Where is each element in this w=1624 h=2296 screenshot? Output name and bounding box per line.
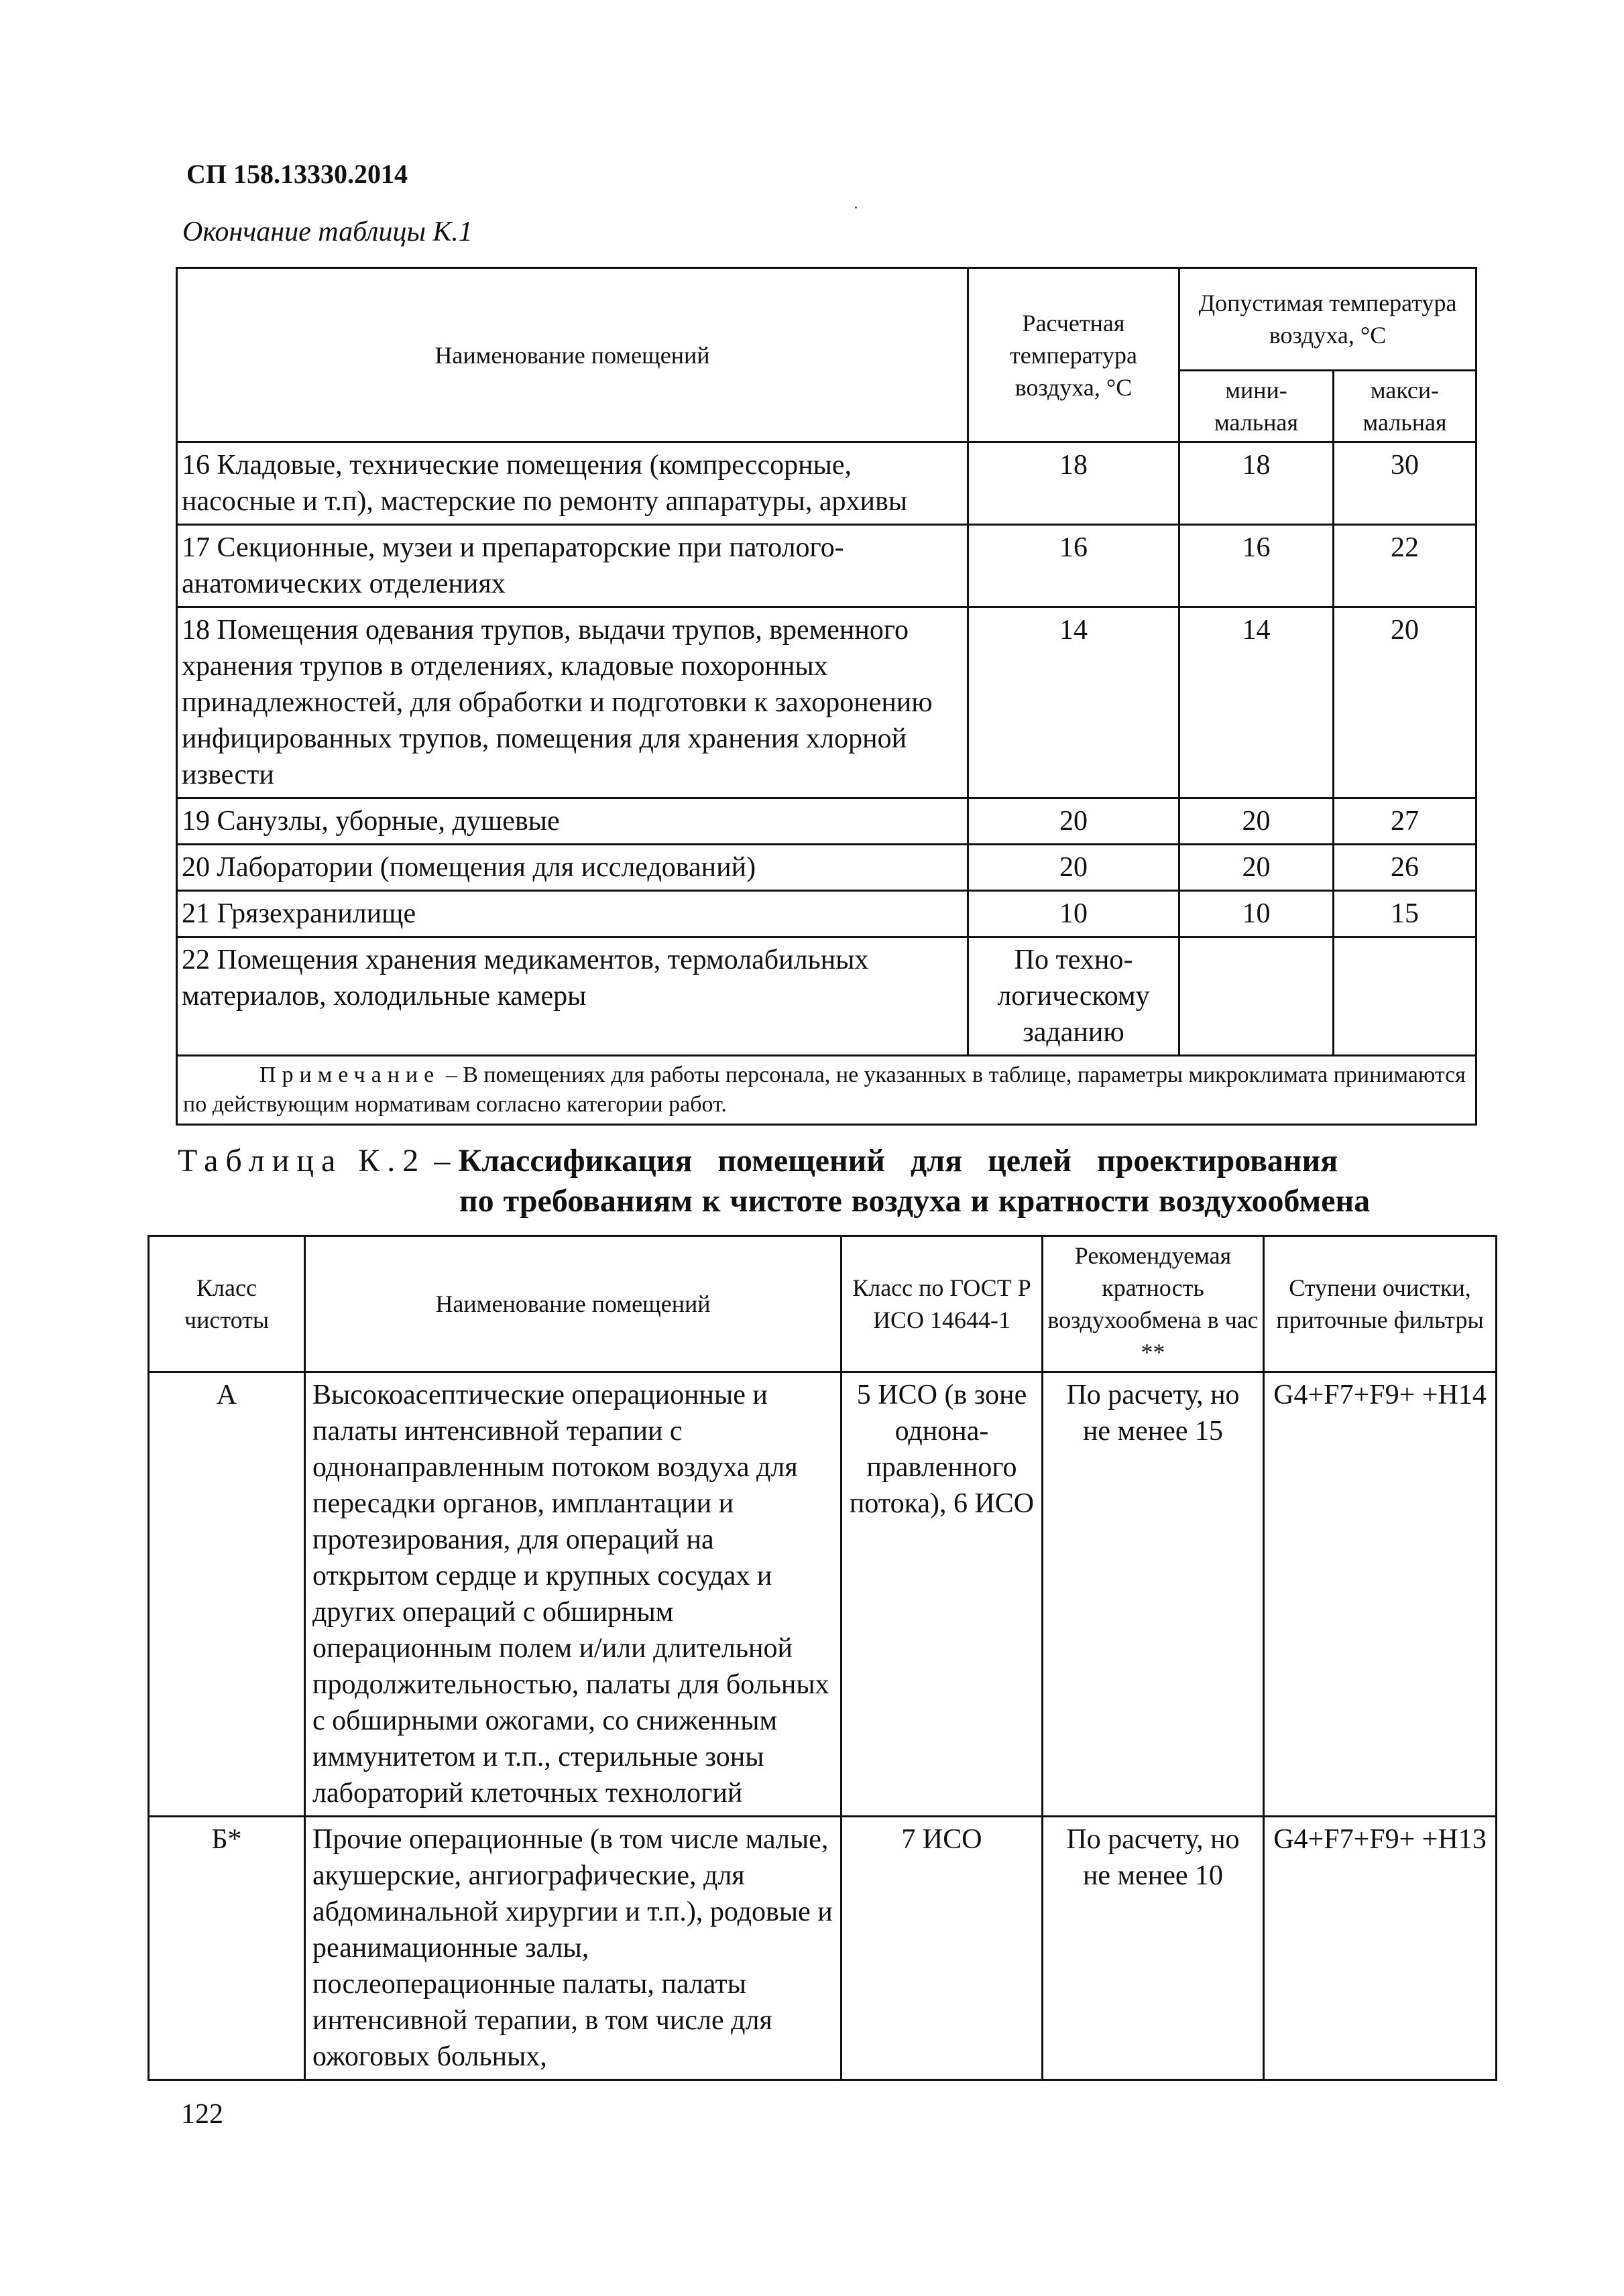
table-row [149,1817,1497,2080]
table-row [177,442,1476,525]
air-exchange-rate-value: По расчету, но не менее 15 [1043,1372,1264,1817]
calc-temp-value: 14 [968,607,1179,798]
scan-speck [855,206,857,208]
calc-temp-value: 10 [968,891,1179,937]
room-name: 21 Грязехранилище [177,891,968,937]
room-name: 17 Секционные, музеи и препараторские при патолого-анатомических отделениях [177,525,968,607]
table-row [177,891,1476,937]
page-number: 122 [181,2099,223,2130]
caption-title-line1: Классификация помещений для целей проектирования [458,1143,1338,1179]
calc-temp-value: По техно-логическому заданию [968,937,1179,1056]
min-temp-value: 20 [1179,798,1334,845]
calc-temp-value: 16 [968,525,1179,607]
max-temp-value: 22 [1334,525,1476,607]
caption-dash: – [426,1143,459,1179]
room-name: Прочие операционные (в том числе малые, акушерские, ангиографические, для абдоминальной хирургии и т.п.), родовые и реанимационные залы, послеоперационные палаты, палаты интенсивной терапии, в том числе для ожоговых больных, [305,1817,842,2080]
room-name: 18 Помещения одевания трупов, выдачи трупов, временного хранения трупов в отделениях, кладовые похоронных принадлежностей, для обработки и подготовки к захоронению инфицированных трупов, помещения для хранения хлорной извести [177,607,968,798]
filter-stages-value: G4+F7+F9+ +H14 [1264,1372,1497,1817]
header-max: макси- мальная [1334,371,1476,442]
header-min: мини- мальная [1179,371,1334,442]
min-temp-value: 20 [1179,845,1334,891]
max-temp-value: 15 [1334,891,1476,937]
table-row [177,607,1476,798]
note-label: Примечание [259,1063,441,1087]
min-temp-value: 18 [1179,442,1334,525]
table-row [177,845,1476,891]
max-temp-value: 20 [1334,607,1476,798]
min-temp-value: 16 [1179,525,1334,607]
header-room-name: Наименование помещений [177,268,968,442]
room-name: 20 Лаборатории (помещения для исследований) [177,845,968,891]
max-temp-value: 27 [1334,798,1476,845]
table-row [177,937,1476,1056]
table-row [177,798,1476,845]
room-name: 22 Помещения хранения медикаментов, термолабильных материалов, холодильные камеры [177,937,968,1056]
min-temp-value [1179,937,1334,1056]
note-text: – В помещениях для работы персонала, не указанных в таблице, параметры микроклимата принимаются по действующим нормативам согласно категории работ. [183,1063,1466,1117]
clean-class-value: Б* [149,1817,305,2080]
room-name: Высокоасептические операционные и палаты интенсивной терапии с однонаправленным потоком воздуха для пересадки органов, имплантации и протезирования, для операций на открытом сердце и крупных сосудах и других операций с обширным операционным полем и/или длительной продолжительностью, палаты для больных с обширными ожогами, со сниженным иммунитетом и т.п., стерильные зоны лабораторий клеточных технологий [305,1372,842,1817]
min-temp-value: 14 [1179,607,1334,798]
header-filter-stages: Ступени очистки, приточные фильтры [1264,1236,1497,1372]
table-k1 [176,267,1477,1126]
air-exchange-rate-value: По расчету, но не менее 10 [1043,1817,1264,2080]
max-temp-value [1334,937,1476,1056]
max-temp-value: 26 [1334,845,1476,891]
filter-stages-value: G4+F7+F9+ +H13 [1264,1817,1497,2080]
room-name: 19 Санузлы, уборные, душевые [177,798,968,845]
document-code: СП 158.13330.2014 [186,159,408,189]
header-room-name: Наименование помещений [305,1236,842,1372]
iso-class-value: 7 ИСО [842,1817,1043,2080]
table-k2-caption [178,1141,1462,1221]
header-iso-class: Класс по ГОСТ Р ИСО 14644-1 [842,1236,1043,1372]
header-allowed-temp: Допустимая температура воздуха, °С [1179,268,1476,371]
table-row [149,1372,1497,1817]
clean-class-value: А [149,1372,305,1817]
table-continuation-title: Окончание таблицы К.1 [182,217,473,247]
iso-class-value: 5 ИСО (в зоне однона-правленного потока), 6 ИСО [842,1372,1043,1817]
max-temp-value: 30 [1334,442,1476,525]
header-calc-temp: Расчетная температура воздуха, °С [968,268,1179,442]
calc-temp-value: 18 [968,442,1179,525]
calc-temp-value: 20 [968,798,1179,845]
caption-title-line2: по требованиям к чистоте воздуха и кратности воздухообмена [459,1183,1371,1219]
table-row [177,525,1476,607]
header-clean-class: Класс чистоты [149,1236,305,1372]
min-temp-value: 10 [1179,891,1334,937]
calc-temp-value: 20 [968,845,1179,891]
caption-prefix: Таблица К.2 [178,1143,426,1179]
table-note [177,1056,1476,1125]
header-air-exchange-rate: Рекомендуемая кратность воздухообмена в час ** [1043,1236,1264,1372]
room-name: 16 Кладовые, технические помещения (компрессорные, насосные и т.п), мастерские по ремонту аппаратуры, архивы [177,442,968,525]
table-k2 [148,1235,1497,2081]
